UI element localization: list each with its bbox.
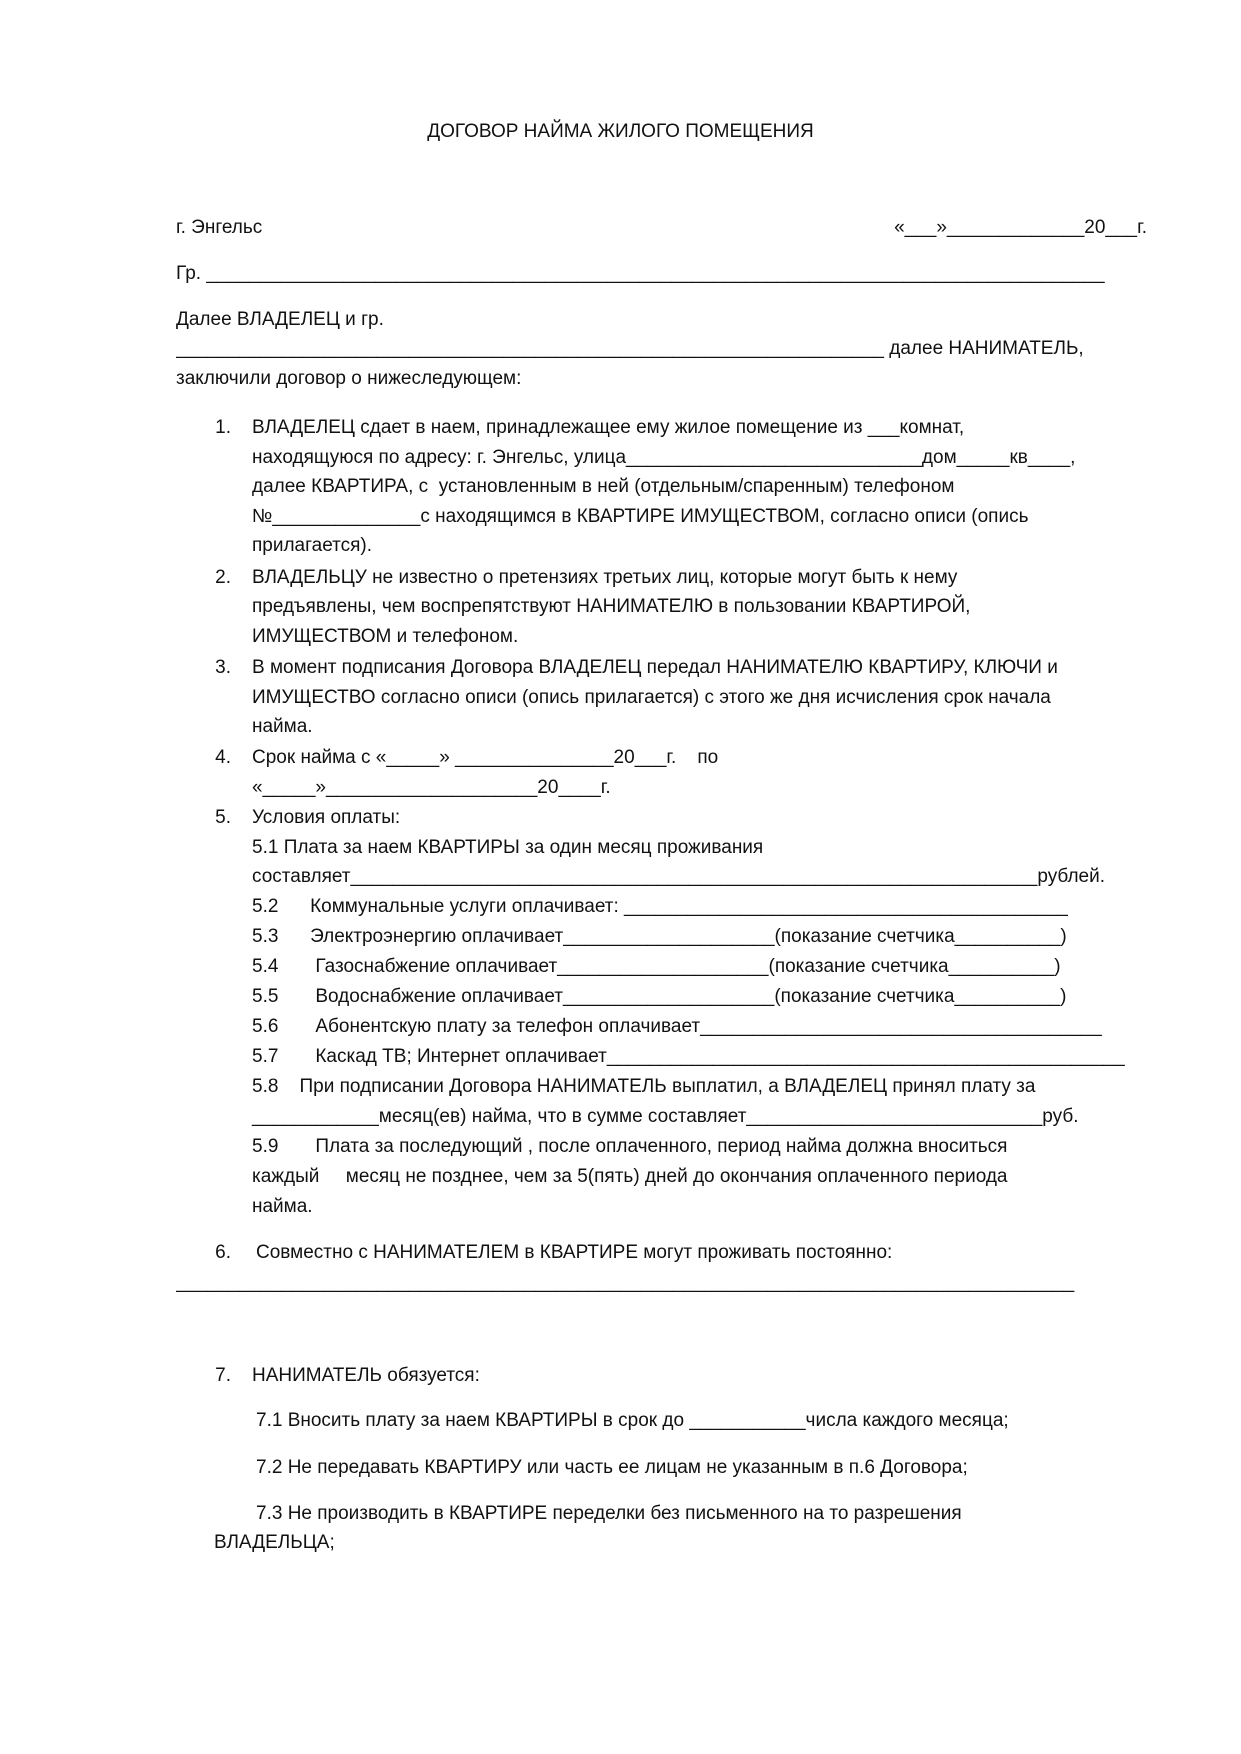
item-number: 4. xyxy=(215,747,231,768)
sub-item-5-3: 5.3 Электроэнергию оплачивает____________________(показание счетчика__________) xyxy=(252,926,1067,947)
item-line: предъявлены, чем воспрепятствуют НАНИМАТЕЛЮ в пользовании КВАРТИРОЙ, xyxy=(252,596,971,617)
sub-item-5-5: 5.5 Водоснабжение оплачивает____________________(показание счетчика__________) xyxy=(252,986,1067,1007)
item-line: Срок найма с «_____» _______________20___г. по xyxy=(252,747,719,768)
item-heading: НАНИМАТЕЛЬ обязуется: xyxy=(252,1365,480,1386)
item-line: найма. xyxy=(252,716,313,737)
party-line-3: ___________________________________________________________________ далее НАНИМАТЕЛЬ, xyxy=(176,338,1084,359)
item-line: В момент подписания Договора ВЛАДЕЛЕЦ передал НАНИМАТЕЛЮ КВАРТИРУ, КЛЮЧИ и xyxy=(252,657,1058,678)
item-number: 1. xyxy=(215,417,231,438)
sub-item-7-3-line-2: ВЛАДЕЛЬЦА; xyxy=(214,1532,335,1553)
party-line-4: заключили договор о нижеследующем: xyxy=(176,368,522,389)
item-line: далее КВАРТИРА, с установленным в ней (отдельным/спаренным) телефоном xyxy=(252,476,955,497)
sub-item-7-3: 7.3 Не производить в КВАРТИРЕ переделки без письменного на то разрешения xyxy=(256,1503,962,1524)
item-text: Совместно с НАНИМАТЕЛЕМ в КВАРТИРЕ могут проживать постоянно: xyxy=(256,1242,893,1263)
item-line: ИМУЩЕСТВОМ и телефоном. xyxy=(252,626,519,647)
sub-item-5-7: 5.7 Каскад ТВ; Интернет оплачивает_________________________________________________ xyxy=(252,1046,1125,1067)
sub-item-5-8: 5.8 При подписании Договора НАНИМАТЕЛЬ выплатил, а ВЛАДЕЛЕЦ принял плату за xyxy=(252,1076,1036,1097)
document-title: ДОГОВОР НАЙМА ЖИЛОГО ПОМЕЩЕНИЯ xyxy=(427,121,814,142)
item-line: ИМУЩЕСТВО согласно описи (опись прилагается) с этого же дня исчисления срок начала xyxy=(252,687,1051,708)
sub-item-5-1-amount: составляет_________________________________________________________________рублей. xyxy=(252,866,1105,887)
sub-item-5-1: 5.1 Плата за наем КВАРТИРЫ за один месяц проживания xyxy=(252,837,764,858)
party-line-2: Далее ВЛАДЕЛЕЦ и гр. xyxy=(176,309,384,330)
item-number: 2. xyxy=(215,567,231,588)
item-number: 7. xyxy=(215,1365,231,1386)
sub-item-5-8-amount: ____________месяц(ев) найма, что в сумме составляет____________________________руб. xyxy=(252,1106,1079,1127)
item-line: находящуюся по адресу: г. Энгельс, улица____________________________дом_____кв____, xyxy=(252,447,1076,468)
city: г. Энгельс xyxy=(176,217,263,238)
sub-item-5-4: 5.4 Газоснабжение оплачивает____________________(показание счетчика__________) xyxy=(252,956,1061,977)
item-line: «_____»____________________20____г. xyxy=(252,777,611,798)
sub-item-5-2: 5.2 Коммунальные услуги оплачивает: __________________________________________ xyxy=(252,896,1068,917)
sub-item-7-1: 7.1 Вносить плату за наем КВАРТИРЫ в срок до ___________числа каждого месяца; xyxy=(256,1410,1009,1431)
sub-item-5-9-line-3: найма. xyxy=(252,1196,313,1217)
item-number: 5. xyxy=(215,807,231,828)
sub-item-5-9-line-2: каждый месяц не позднее, чем за 5(пять) дней до окончания оплаченного периода xyxy=(252,1166,1008,1187)
item-heading: Условия оплаты: xyxy=(252,807,401,828)
sub-item-5-6: 5.6 Абонентскую плату за телефон оплачивает______________________________________ xyxy=(252,1016,1102,1037)
sub-item-5-9: 5.9 Плата за последующий , после оплаченного, период найма должна вноситься xyxy=(252,1136,1008,1157)
contract-date: «___»_____________20___г. xyxy=(894,217,1147,238)
item-line: ВЛАДЕЛЬЦУ не известно о претензиях третьих лиц, которые могут быть к нему xyxy=(252,567,958,588)
residents-blank-line: _____________________________________________________________________________________ xyxy=(176,1272,1075,1293)
party-line-1: Гр. _____________________________________________________________________________________ xyxy=(176,263,1105,284)
item-number: 6. xyxy=(215,1242,231,1263)
item-line: №______________с находящимся в КВАРТИРЕ ИМУЩЕСТВОМ, согласно описи (опись xyxy=(252,506,1029,527)
sub-item-7-2: 7.2 Не передавать КВАРТИРУ или часть ее лицам не указанным в п.6 Договора; xyxy=(256,1457,968,1478)
item-line: ВЛАДЕЛЕЦ сдает в наем, принадлежащее ему жилое помещение из ___комнат, xyxy=(252,417,965,438)
item-line: прилагается). xyxy=(252,535,373,556)
item-number: 3. xyxy=(215,657,231,678)
